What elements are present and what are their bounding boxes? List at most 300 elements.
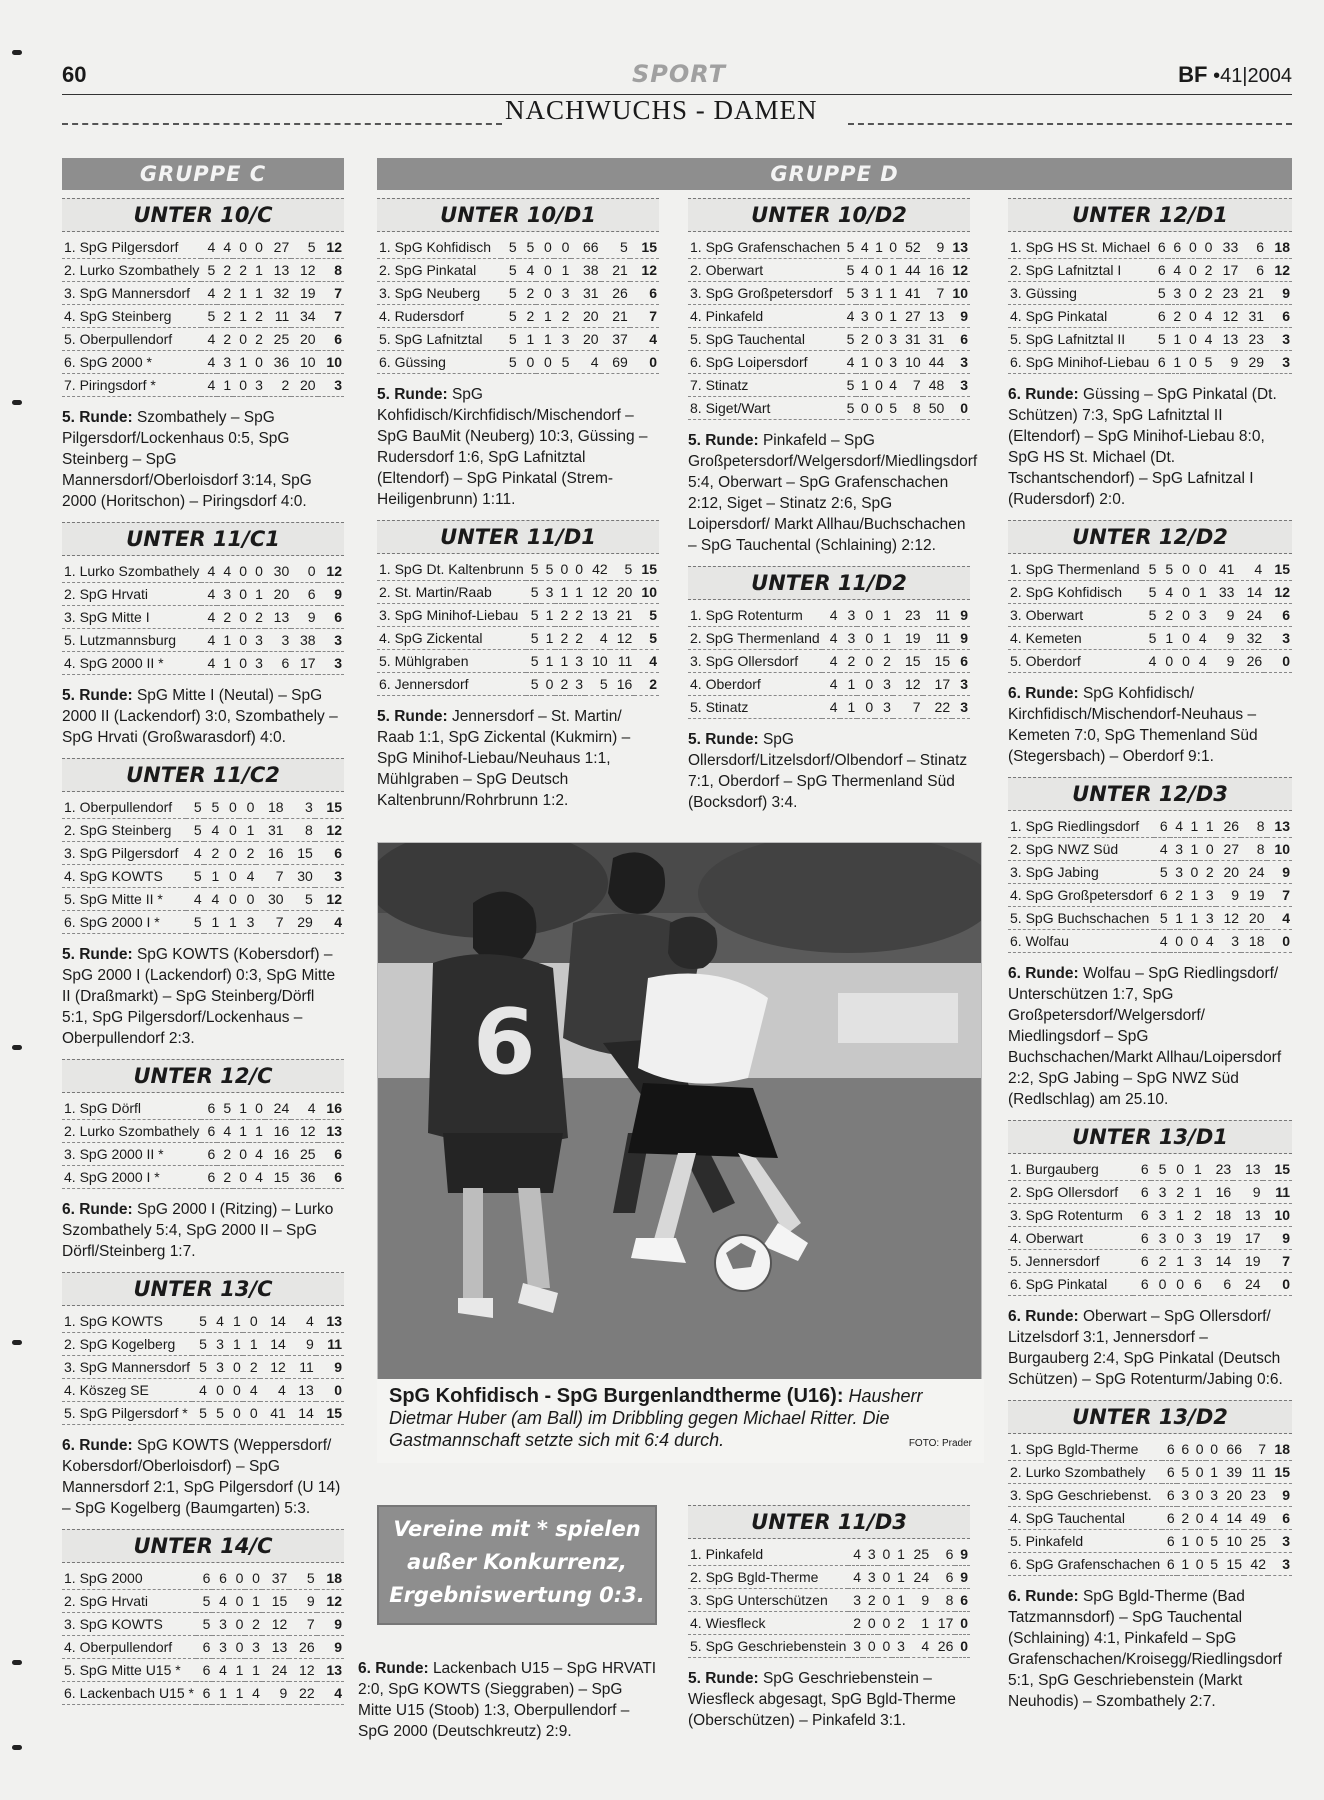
standings-table — [62, 796, 344, 934]
stat-cell: 1 — [892, 1543, 907, 1566]
stat-cell: 6 — [1133, 1158, 1151, 1181]
stat-cell: 0 — [249, 351, 265, 374]
stat-cell: 0 — [1183, 328, 1199, 351]
stat-cell: 6 — [196, 1659, 212, 1682]
stat-cell: 5 — [1154, 907, 1169, 930]
age-group-title: UNTER 11/C1 — [62, 522, 344, 556]
table-row — [688, 374, 970, 397]
stat-cell: 5 — [585, 673, 610, 696]
standings-block — [377, 198, 659, 510]
stat-cell: 0 — [871, 305, 885, 328]
points-cell: 6 — [1268, 1507, 1292, 1530]
stat-cell: 6 — [212, 1567, 228, 1590]
age-group-title: UNTER 12/D2 — [1008, 520, 1292, 554]
stat-cell: 25 — [907, 1543, 931, 1566]
stat-cell: 6 — [1240, 259, 1266, 282]
stat-cell: 3 — [1206, 1484, 1220, 1507]
stat-cell: 1 — [541, 650, 556, 673]
points-cell: 18 — [1268, 1438, 1292, 1461]
stat-cell: 14 — [1204, 1250, 1233, 1273]
column-group-d-2 — [688, 198, 978, 823]
notice-box — [377, 1505, 657, 1625]
team-name: 5. SpG Geschriebenstein — [688, 1635, 848, 1658]
stat-cell: 42 — [1244, 1553, 1268, 1576]
stat-cell: 1 — [226, 1333, 243, 1356]
page-number: 60 — [62, 62, 87, 87]
round-results: Jennersdorf – St. Martin/ Raab 1:1, SpG Zickental (Kukmirn) – SpG Minihof-Liebau/Neuhaus 1:1, Mühlgraben – SpG Deutsch Kaltenbrunn/Rohrbrunn 1:2. — [377, 708, 631, 809]
stat-cell: 3 — [1200, 907, 1215, 930]
table-row — [1008, 1250, 1292, 1273]
column-group-d-1 — [377, 198, 659, 821]
match-photo — [377, 842, 982, 1381]
age-group-title: UNTER 12/D1 — [1008, 198, 1292, 232]
punch-hole — [12, 1340, 22, 1345]
stat-cell: 1 — [1185, 838, 1200, 861]
stat-cell: 16 — [610, 673, 635, 696]
stat-cell: 2 — [1168, 1181, 1186, 1204]
stat-cell: 4 — [907, 1635, 931, 1658]
table-row — [62, 842, 344, 865]
team-name: 4. Rudersdorf — [377, 305, 501, 328]
stat-cell: 4 — [291, 1097, 317, 1120]
stat-cell: 19 — [893, 627, 923, 650]
stat-cell: 20 — [1216, 861, 1241, 884]
stat-cell: 37 — [262, 1567, 289, 1590]
stat-cell: 13 — [585, 604, 610, 627]
points-cell: 6 — [952, 650, 970, 673]
stat-cell: 5 — [201, 259, 217, 282]
team-name: 5. SpG Mitte II * — [62, 888, 186, 911]
team-name: 1. SpG Kohfidisch — [377, 236, 501, 259]
stat-cell: 0 — [878, 1566, 893, 1589]
stat-cell: 5 — [526, 673, 541, 696]
stat-cell: 5 — [217, 1097, 233, 1120]
age-group-title: UNTER 13/D1 — [1008, 1120, 1292, 1154]
stat-cell: 6 — [196, 1636, 212, 1659]
page-header — [62, 60, 1292, 95]
round-label: 6. Runde: — [62, 1437, 133, 1454]
team-name: 6. SpG 2000 I * — [62, 911, 186, 934]
stat-cell: 6 — [196, 1567, 212, 1590]
stat-cell: 2 — [217, 282, 233, 305]
stat-cell: 31 — [1240, 305, 1266, 328]
stat-cell: 9 — [289, 1590, 316, 1613]
team-name: 4. Wiesfleck — [688, 1612, 848, 1635]
stat-cell: 4 — [201, 351, 217, 374]
stat-cell: 0 — [249, 1097, 265, 1120]
standings-table — [1008, 1438, 1292, 1576]
stat-cell: 37 — [601, 328, 630, 351]
stat-cell: 5 — [842, 374, 856, 397]
stat-cell: 27 — [899, 305, 923, 328]
stat-cell: 13 — [265, 606, 291, 629]
stat-cell: 23 — [1240, 328, 1266, 351]
stat-cell: 4 — [201, 236, 217, 259]
round-results: SpG Mitte I (Neutal) – SpG 2000 II (Lackendorf) 3:0, Szombathely – SpG Hrvati (Großwarasdorf) 4:0. — [62, 687, 338, 746]
standings-block — [688, 1505, 970, 1731]
stat-cell: 2 — [1199, 282, 1215, 305]
stat-cell: 1 — [1168, 351, 1184, 374]
stat-cell: 5 — [192, 1356, 209, 1379]
table-row — [62, 1379, 344, 1402]
stat-cell: 0 — [857, 673, 875, 696]
result-text — [62, 407, 344, 512]
stat-cell: 4 — [209, 1310, 226, 1333]
stat-cell: 7 — [1244, 1438, 1268, 1461]
points-cell: 9 — [317, 1613, 344, 1636]
stat-cell: 18 — [1204, 1204, 1233, 1227]
points-cell: 9 — [317, 1636, 344, 1659]
stat-cell: 4 — [1199, 305, 1215, 328]
stat-cell: 41 — [899, 282, 923, 305]
stat-cell: 4 — [212, 1590, 228, 1613]
stat-cell: 1 — [1177, 1530, 1191, 1553]
stat-cell: 0 — [229, 1590, 245, 1613]
table-row — [688, 259, 970, 282]
stat-cell: 6 — [1152, 236, 1168, 259]
age-group-title: UNTER 10/C — [62, 198, 344, 232]
stat-cell: 0 — [1168, 1158, 1186, 1181]
points-cell: 4 — [634, 650, 659, 673]
points-cell: 15 — [634, 558, 659, 581]
team-name: 4. SpG Großpetersdorf — [1008, 884, 1154, 907]
table-row — [62, 629, 344, 652]
stat-cell: 14 — [1220, 1507, 1244, 1530]
team-name: 2. SpG Hrvati — [62, 583, 201, 606]
stat-cell: 5 — [526, 604, 541, 627]
stat-cell: 24 — [262, 1659, 289, 1682]
stat-cell: 0 — [857, 604, 875, 627]
round-results: Güssing – SpG Pinkatal (Dt. Schützen) 7:3, SpG Lafnitztal II (Eltendorf) – SpG Minihof-Liebau 8:0, SpG HS St. Michael (Dt. Tschantschendorf) – SpG Lafnitzal I (Rudersdorf) 2:0. — [1008, 386, 1277, 508]
stat-cell: 5 — [1152, 328, 1168, 351]
stat-cell: 2 — [204, 842, 222, 865]
stat-cell: 0 — [229, 1636, 245, 1659]
table-row — [1008, 815, 1292, 838]
stat-cell: 31 — [571, 282, 600, 305]
table-row — [62, 282, 344, 305]
stat-cell: 0 — [291, 560, 317, 583]
stat-cell: 4 — [519, 259, 537, 282]
stat-cell: 12 — [262, 1613, 289, 1636]
stat-cell: 0 — [871, 374, 885, 397]
table-row — [62, 1356, 344, 1379]
stat-cell: 3 — [209, 1356, 226, 1379]
stat-cell: 14 — [260, 1333, 288, 1356]
section-name: SPORT — [632, 60, 727, 88]
points-cell: 10 — [1267, 838, 1293, 861]
stat-cell: 1 — [1206, 1461, 1220, 1484]
round-label: 6. Runde: — [1008, 1588, 1079, 1605]
stat-cell: 13 — [288, 1379, 316, 1402]
stat-cell: 4 — [201, 560, 217, 583]
stat-cell: 19 — [1241, 884, 1266, 907]
stat-cell: 18 — [256, 796, 285, 819]
points-cell: 3 — [952, 696, 970, 719]
stat-cell: 15 — [1220, 1553, 1244, 1576]
column-group-c — [62, 198, 344, 1711]
stat-cell: 1 — [856, 351, 870, 374]
points-cell: 6 — [955, 1589, 970, 1612]
table-row — [62, 652, 344, 675]
points-cell: 3 — [318, 652, 344, 675]
round-results: Oberwart – SpG Ollersdorf/ Litzelsdorf 3:1, Jennersdorf – Burgauberg 2:4, SpG Pinkatal (Deutsch Schützen) – SpG Rotenturm/Jabing 0:6. — [1008, 1308, 1283, 1388]
stat-cell: 0 — [226, 1379, 243, 1402]
stat-cell: 0 — [1175, 558, 1192, 581]
stat-cell: 48 — [923, 374, 947, 397]
stat-cell: 4 — [201, 282, 217, 305]
round-results: SpG Kohfidisch/ Kirchfidisch/Mischendorf-Neuhaus – Kemeten 7:0, SpG Themenland Süd (Stegersbach) – Oberdorf 9:1. — [1008, 685, 1258, 765]
stat-cell: 4 — [1170, 815, 1185, 838]
points-cell: 4 — [1267, 907, 1293, 930]
points-cell: 12 — [317, 1590, 344, 1613]
stat-cell: 0 — [1199, 236, 1215, 259]
stat-cell: 17 — [1233, 1227, 1262, 1250]
team-name: 2. SpG Lafnitztal I — [1008, 259, 1152, 282]
stat-cell: 5 — [526, 627, 541, 650]
caption-title: SpG Kohfidisch - SpG Burgenlandtherme (U16): — [389, 1385, 844, 1407]
standings-block — [1008, 1400, 1292, 1712]
points-cell: 10 — [634, 581, 659, 604]
points-cell: 9 — [1266, 282, 1292, 305]
jersey-number: 6 — [473, 990, 536, 1095]
table-row — [377, 328, 659, 351]
stat-cell: 16 — [923, 259, 947, 282]
team-name: 2. Lurko Szombathely — [1008, 1461, 1162, 1484]
stat-cell: 1 — [249, 1120, 265, 1143]
team-name: 4. Oberdorf — [688, 673, 822, 696]
stat-cell: 26 — [289, 1636, 316, 1659]
stat-cell: 4 — [1154, 930, 1169, 953]
points-cell: 0 — [1263, 1273, 1292, 1296]
stat-cell: 4 — [1199, 328, 1215, 351]
stat-cell: 24 — [265, 1097, 291, 1120]
stat-cell: 2 — [1151, 1250, 1169, 1273]
stat-cell: 4 — [848, 1543, 863, 1566]
caption-body: Dietmar Huber (am Ball) im Dribbling gegen Michael Ritter. Die Gastmannschaft setzte sich mit 6:4 durch. — [389, 1408, 890, 1450]
team-name: 4. Köszeg SE — [62, 1379, 192, 1402]
stat-cell: 0 — [233, 652, 249, 675]
table-row — [688, 1635, 970, 1658]
stat-cell: 0 — [863, 1612, 878, 1635]
team-name: 5. Stinatz — [688, 696, 822, 719]
stat-cell: 4 — [856, 236, 870, 259]
round-results: SpG Bgld-Therme (Bad Tatzmannsdorf) – SpG Tauchental (Schlaining) 4:1, Pinkafeld – SpG Grafenschachen/Kroisegg/Riedlingsdorf 5:1, SpG Geschriebenstein (Markt Neuhodis) – Szombathely 2:7. — [1008, 1588, 1282, 1710]
publication-name: BF — [1178, 62, 1208, 87]
stat-cell: 1 — [233, 1120, 249, 1143]
round-results: Szombathely – SpG Pilgersdorf/Lockenhaus 0:5, SpG Steinberg – SpG Mannersdorf/Oberloisdorf 3:14, SpG 2000 (Horitschon) – Piringsdorf 4:0. — [62, 409, 312, 510]
stat-cell: 0 — [209, 1379, 226, 1402]
stat-cell: 3 — [554, 328, 572, 351]
table-row — [688, 673, 970, 696]
stat-cell: 4 — [217, 1120, 233, 1143]
result-text — [358, 1658, 658, 1742]
points-cell: 15 — [1263, 1158, 1292, 1181]
stat-cell: 10 — [1220, 1530, 1244, 1553]
stat-cell: 0 — [229, 1567, 245, 1590]
stat-cell: 0 — [233, 1143, 249, 1166]
stat-cell: 4 — [1154, 838, 1169, 861]
standings-block — [377, 520, 659, 811]
stat-cell: 4 — [848, 1566, 863, 1589]
standings-table — [1008, 558, 1292, 673]
table-row — [62, 1097, 344, 1120]
stat-cell: 0 — [536, 236, 554, 259]
team-name: 5. Oberdorf — [1008, 650, 1142, 673]
stat-cell: 5 — [501, 328, 519, 351]
stat-cell: 2 — [1158, 604, 1175, 627]
standings-table — [688, 604, 970, 719]
table-row — [62, 1682, 344, 1705]
stat-cell: 3 — [1186, 1227, 1204, 1250]
stat-cell: 6 — [1133, 1227, 1151, 1250]
stat-cell: 5 — [842, 259, 856, 282]
points-cell: 12 — [318, 236, 344, 259]
stat-cell: 1 — [1168, 1250, 1186, 1273]
stat-cell: 31 — [899, 328, 923, 351]
stat-cell: 6 — [1186, 1273, 1204, 1296]
team-name: 2. SpG Pinkatal — [377, 259, 501, 282]
stat-cell: 0 — [857, 650, 875, 673]
stat-cell: 5 — [526, 650, 541, 673]
stat-cell: 12 — [585, 581, 610, 604]
points-cell: 9 — [955, 1543, 970, 1566]
table-row — [1008, 604, 1292, 627]
stat-cell: 6 — [201, 1097, 217, 1120]
stat-cell: 0 — [1191, 1530, 1205, 1553]
points-cell: 9 — [946, 305, 970, 328]
team-name: 1. SpG Thermenland — [1008, 558, 1142, 581]
stat-cell: 5 — [554, 351, 572, 374]
points-cell: 9 — [952, 604, 970, 627]
stat-cell: 4 — [1236, 558, 1264, 581]
team-name: 3. Güssing — [1008, 282, 1152, 305]
team-name: 3. SpG Ollersdorf — [688, 650, 822, 673]
table-row — [62, 328, 344, 351]
stat-cell: 2 — [249, 305, 265, 328]
photo-caption — [377, 1379, 984, 1463]
group-d-banner: GRUPPE D — [377, 158, 1292, 190]
stat-cell: 6 — [1152, 351, 1168, 374]
stat-cell: 0 — [1206, 1438, 1220, 1461]
points-cell: 8 — [318, 259, 344, 282]
points-cell: 6 — [318, 328, 344, 351]
table-row — [688, 397, 970, 420]
stat-cell: 2 — [570, 604, 585, 627]
stat-cell: 3 — [840, 604, 858, 627]
team-name: 5. Mühlgraben — [377, 650, 526, 673]
stat-cell: 5 — [209, 1402, 226, 1425]
stat-cell: 0 — [233, 583, 249, 606]
points-cell: 10 — [1263, 1204, 1292, 1227]
table-row — [1008, 1461, 1292, 1484]
stat-cell: 3 — [541, 581, 556, 604]
stat-cell: 3 — [1170, 861, 1185, 884]
stat-cell: 5 — [201, 305, 217, 328]
stat-cell: 0 — [1168, 1227, 1186, 1250]
stat-cell: 0 — [1191, 1461, 1205, 1484]
stat-cell: 19 — [291, 282, 317, 305]
points-cell: 12 — [946, 259, 970, 282]
stat-cell: 12 — [291, 1120, 317, 1143]
table-row — [1008, 1530, 1292, 1553]
stat-cell: 0 — [243, 1310, 260, 1333]
stat-cell: 3 — [1192, 604, 1209, 627]
stat-cell: 0 — [1192, 558, 1209, 581]
stat-cell: 0 — [233, 629, 249, 652]
stat-cell: 3 — [885, 328, 899, 351]
stat-cell: 5 — [192, 1333, 209, 1356]
round-results: SpG Ollersdorf/Litzelsdorf/Olbendorf – Stinatz 7:1, Oberdorf – SpG Thermenland Süd (Bocksdorf) 3:4. — [688, 731, 968, 811]
stat-cell: 5 — [289, 1567, 316, 1590]
stat-cell: 20 — [571, 328, 600, 351]
stat-cell: 0 — [857, 627, 875, 650]
stat-cell: 30 — [265, 560, 291, 583]
stat-cell: 5 — [885, 397, 899, 420]
points-cell: 5 — [634, 604, 659, 627]
stat-cell: 12 — [610, 627, 635, 650]
age-group-title: UNTER 13/C — [62, 1272, 344, 1306]
stat-cell: 6 — [1177, 1438, 1191, 1461]
age-group-title: UNTER 12/D3 — [1008, 777, 1292, 811]
stat-cell: 2 — [555, 604, 570, 627]
stat-cell: 4 — [201, 606, 217, 629]
table-row — [377, 673, 659, 696]
stat-cell: 13 — [262, 1636, 289, 1659]
table-row — [688, 1566, 970, 1589]
stat-cell: 0 — [555, 558, 570, 581]
stat-cell: 36 — [291, 1166, 317, 1189]
stat-cell: 4 — [885, 374, 899, 397]
team-name: 5. SpG Lafnitztal — [377, 328, 501, 351]
stat-cell: 0 — [1175, 650, 1192, 673]
stat-cell: 1 — [875, 627, 893, 650]
stat-cell: 15 — [265, 1166, 291, 1189]
table-row — [1008, 236, 1292, 259]
stat-cell: 3 — [217, 583, 233, 606]
stat-cell: 2 — [249, 606, 265, 629]
dashed-rule — [62, 123, 502, 125]
team-name: 3. SpG Pilgersdorf — [62, 842, 186, 865]
points-cell: 0 — [630, 351, 659, 374]
stat-cell: 4 — [186, 842, 204, 865]
stat-cell: 2 — [239, 842, 257, 865]
stat-cell: 4 — [1168, 259, 1184, 282]
stat-cell: 0 — [233, 606, 249, 629]
stat-cell: 2 — [519, 282, 537, 305]
round-results: Lackenbach U15 – SpG HRVATI 2:0, SpG KOWTS (Sieggraben) – SpG Mitte U15 (Stoob) 1:3, Oberpullendorf – SpG 2000 (Deutschkreutz) 2:9. — [358, 1660, 657, 1740]
table-row — [62, 1636, 344, 1659]
points-cell: 9 — [318, 583, 344, 606]
points-cell: 0 — [1267, 930, 1293, 953]
stat-cell: 1 — [249, 282, 265, 305]
stat-cell: 3 — [1177, 1484, 1191, 1507]
table-row — [1008, 1438, 1292, 1461]
table-row — [377, 604, 659, 627]
table-row — [688, 305, 970, 328]
stat-cell: 5 — [601, 236, 630, 259]
stat-cell: 20 — [1220, 1484, 1244, 1507]
stat-cell: 21 — [601, 259, 630, 282]
stat-cell: 21 — [601, 305, 630, 328]
stat-cell: 0 — [233, 560, 249, 583]
stat-cell: 15 — [923, 650, 953, 673]
stat-cell: 1 — [1170, 907, 1185, 930]
stat-cell: 0 — [226, 1402, 243, 1425]
table-row — [1008, 1553, 1292, 1576]
standings-table — [62, 560, 344, 675]
stat-cell: 30 — [286, 865, 315, 888]
points-cell: 15 — [1268, 1461, 1292, 1484]
